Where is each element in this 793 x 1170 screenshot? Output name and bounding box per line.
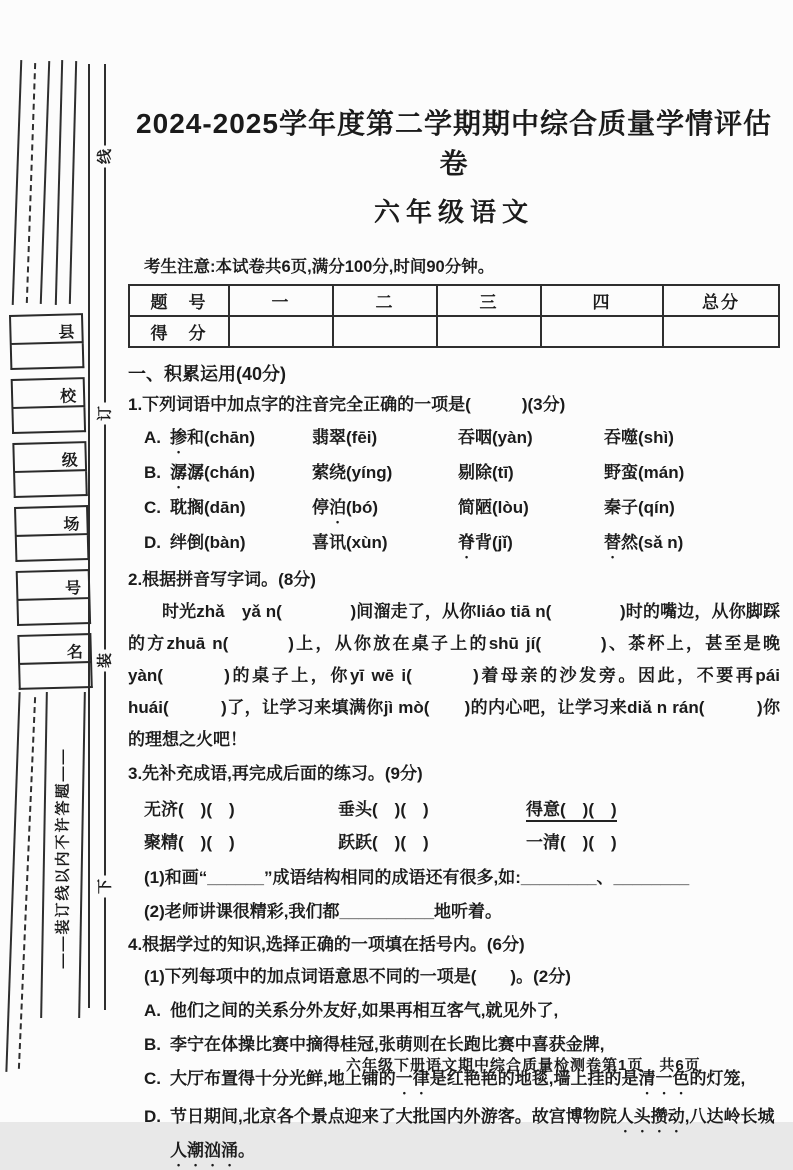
binding-scan-line xyxy=(40,692,48,1018)
info-unit-county xyxy=(9,313,86,370)
score-table-header-row xyxy=(129,285,779,316)
binding-scan-line xyxy=(18,697,36,1069)
q4-sub-stem: (1)下列每项中的加点词语意思不同的一项是( )。(2分) xyxy=(144,967,571,986)
info-blank-field xyxy=(13,471,88,498)
idiom-blank: 一清( )( ) xyxy=(526,833,617,852)
q1-option-cell: 萦绕(yíng) xyxy=(312,463,393,482)
paper-subtitle: 六年级语文 xyxy=(373,197,534,227)
q1-option-cell: 脊背(jǐ) xyxy=(458,533,513,552)
q1-option-cell: 替然(sǎ n) xyxy=(604,533,684,552)
option-label: B. xyxy=(144,1035,161,1054)
score-header-cell: 二 xyxy=(333,285,437,316)
info-blank-field xyxy=(16,599,91,626)
score-empty-cell xyxy=(437,316,541,347)
binding-line-char: 线 xyxy=(95,146,116,168)
binding-scan-line xyxy=(40,61,50,304)
q4-option-a xyxy=(144,996,780,1026)
option-label: D. xyxy=(144,1107,161,1126)
binding-line xyxy=(104,64,106,1010)
info-label: 县 xyxy=(9,313,84,345)
info-unit-room xyxy=(14,505,91,562)
q1-option-cell xyxy=(144,457,312,492)
idiom-blank-underlined xyxy=(526,793,780,826)
q1-option-cell xyxy=(144,492,312,527)
idiom-blank: 垂头( )( ) xyxy=(338,800,429,819)
option-text: 大厅布置得十分光鲜,地上铺的一律是红艳艳的地毯,墙上挂的是清一色的灯笼, xyxy=(170,1069,746,1088)
q1-option-cell: 野蛮(mán) xyxy=(604,463,685,482)
info-unit-name xyxy=(17,633,94,690)
q1-word: 掺和(chān) xyxy=(170,428,255,447)
info-unit-class xyxy=(12,441,89,498)
no-answer-binding-text: ——装订线以内不许答题—— xyxy=(54,747,72,969)
info-label: 校 xyxy=(11,377,86,409)
paper-title: 2024-2025学年度第二学期期中综合质量学情评估卷 xyxy=(136,108,772,179)
score-empty-cell xyxy=(229,316,333,347)
info-blank-field xyxy=(18,663,93,690)
q1-option-cell: 停泊(bó) xyxy=(312,498,379,517)
info-blank-field xyxy=(11,407,86,434)
q1-option-cell: 吞噬(shì) xyxy=(604,428,674,447)
q1-word: 耽搁(dān) xyxy=(170,498,246,517)
q1-word: 绊倒(bàn) xyxy=(170,533,246,552)
q1-option-cell: 秦子(qín) xyxy=(604,498,675,517)
q1-option-cell xyxy=(144,527,312,562)
score-header-cell: 总分 xyxy=(663,285,779,316)
q1-option-cell: 喜讯(xùn) xyxy=(312,533,388,552)
section-1-heading: 一、积累运用(40分) xyxy=(128,364,287,384)
option-label: C. xyxy=(144,1069,161,1088)
option-text: 他们之间的关系分外友好,如果再相互客气,就见外了, xyxy=(170,1001,559,1020)
option-label: A. xyxy=(144,1001,161,1020)
q1-option-cell: 翡翠(fēi) xyxy=(312,428,378,447)
score-header-cell: 三 xyxy=(437,285,541,316)
info-unit-school xyxy=(11,377,88,434)
q3-sub1: (1)和画“______”成语结构相同的成语还有很多,如:________、________ xyxy=(144,868,690,887)
q4-stem: 4.根据学过的知识,选择正确的一项填在括号内。(6分) xyxy=(128,935,525,954)
score-empty-cell xyxy=(333,316,437,347)
q4-option-d xyxy=(144,1102,780,1170)
q1-word: 潺潺(chán) xyxy=(170,463,255,482)
score-table xyxy=(128,284,780,348)
info-label: 号 xyxy=(16,569,91,601)
score-table-score-row xyxy=(129,316,779,347)
idiom-blank: 聚精( )( ) xyxy=(144,833,235,852)
score-empty-cell xyxy=(663,316,779,347)
underlined-idiom: 得意( )( ) xyxy=(526,800,617,822)
page-footer: 六年级下册语文期中综合质量检测卷第1页 共6页 xyxy=(346,1057,701,1074)
q2-passage: 时光zhǎ yǎ n( )间溜走了，从你liáo tiā n( )时的嘴边，从你脚踩的方zhuā n( )上，从你放在桌子上的shū jí( )、茶杯上，甚至是晚yàn( )的桌子上，你yī wē i( )着母亲的沙发旁。因此，不要再pái huái( )了，让学习来填满你jì mò( )的内心吧，让学习来diǎ n rán( )你的理想之火吧！ xyxy=(128,602,780,749)
score-header-cell: 题 号 xyxy=(129,285,229,316)
info-label: 场 xyxy=(14,505,89,537)
info-label: 名 xyxy=(17,633,92,665)
score-header-cell: 四 xyxy=(541,285,663,316)
q1-option-cell xyxy=(144,422,312,457)
info-blank-field xyxy=(10,343,85,370)
candidate-notice xyxy=(144,253,780,277)
student-info-column xyxy=(9,313,95,699)
binding-line-char: 订 xyxy=(95,403,116,425)
option-label: B. xyxy=(144,463,161,482)
score-row-label: 得 分 xyxy=(129,316,229,347)
paper-content xyxy=(128,86,780,1170)
binding-line-char: 下 xyxy=(95,876,116,898)
info-unit-number xyxy=(16,569,93,626)
option-text: 李宁在体操比赛中摘得桂冠,张萌则在长跑比赛中喜获金牌, xyxy=(170,1035,605,1054)
binding-scan-line xyxy=(12,60,23,305)
q2-stem: 2.根据拼音写字词。(8分) xyxy=(128,570,316,589)
idiom-blank: 无济( )( ) xyxy=(144,800,235,819)
binding-scan-line xyxy=(5,692,20,1072)
q1-option-cell: 简陋(lòu) xyxy=(458,498,529,517)
idiom-blank: 跃跃( )( ) xyxy=(338,833,429,852)
notice-text: 本试卷共6页,满分100分,时间90分钟。 xyxy=(215,258,495,276)
q1-stem: 1.下列词语中加点字的注音完全正确的一项是( )(3分) xyxy=(128,395,566,414)
binding-line-char: 装 xyxy=(95,650,116,672)
binding-scan-line xyxy=(26,63,36,303)
notice-label: 考生注意: xyxy=(144,258,216,276)
q3-stem: 3.先补充成语,再完成后面的练习。(9分) xyxy=(128,764,423,783)
binding-scan-line xyxy=(69,61,77,304)
score-empty-cell xyxy=(541,316,663,347)
q1-options-grid xyxy=(144,422,780,562)
q3-idiom-grid xyxy=(144,793,780,859)
option-label: C. xyxy=(144,498,161,517)
info-label: 级 xyxy=(12,441,87,473)
binding-scan-line xyxy=(55,60,63,305)
info-blank-field xyxy=(15,535,90,562)
option-label: A. xyxy=(144,428,161,447)
q3-sub2: (2)老师讲课很精彩,我们都__________地听着。 xyxy=(144,902,503,921)
score-header-cell: 一 xyxy=(229,285,333,316)
option-text: 节日期间,北京各个景点迎来了大批国内外游客。故宫博物院人头攒动,八达岭长城人潮汹涌。 xyxy=(170,1107,775,1160)
q1-option-cell: 剔除(tī) xyxy=(458,463,514,482)
binding-scan-line xyxy=(78,692,86,1018)
q1-option-cell: 吞咽(yàn) xyxy=(458,428,533,447)
option-label: D. xyxy=(144,533,161,552)
